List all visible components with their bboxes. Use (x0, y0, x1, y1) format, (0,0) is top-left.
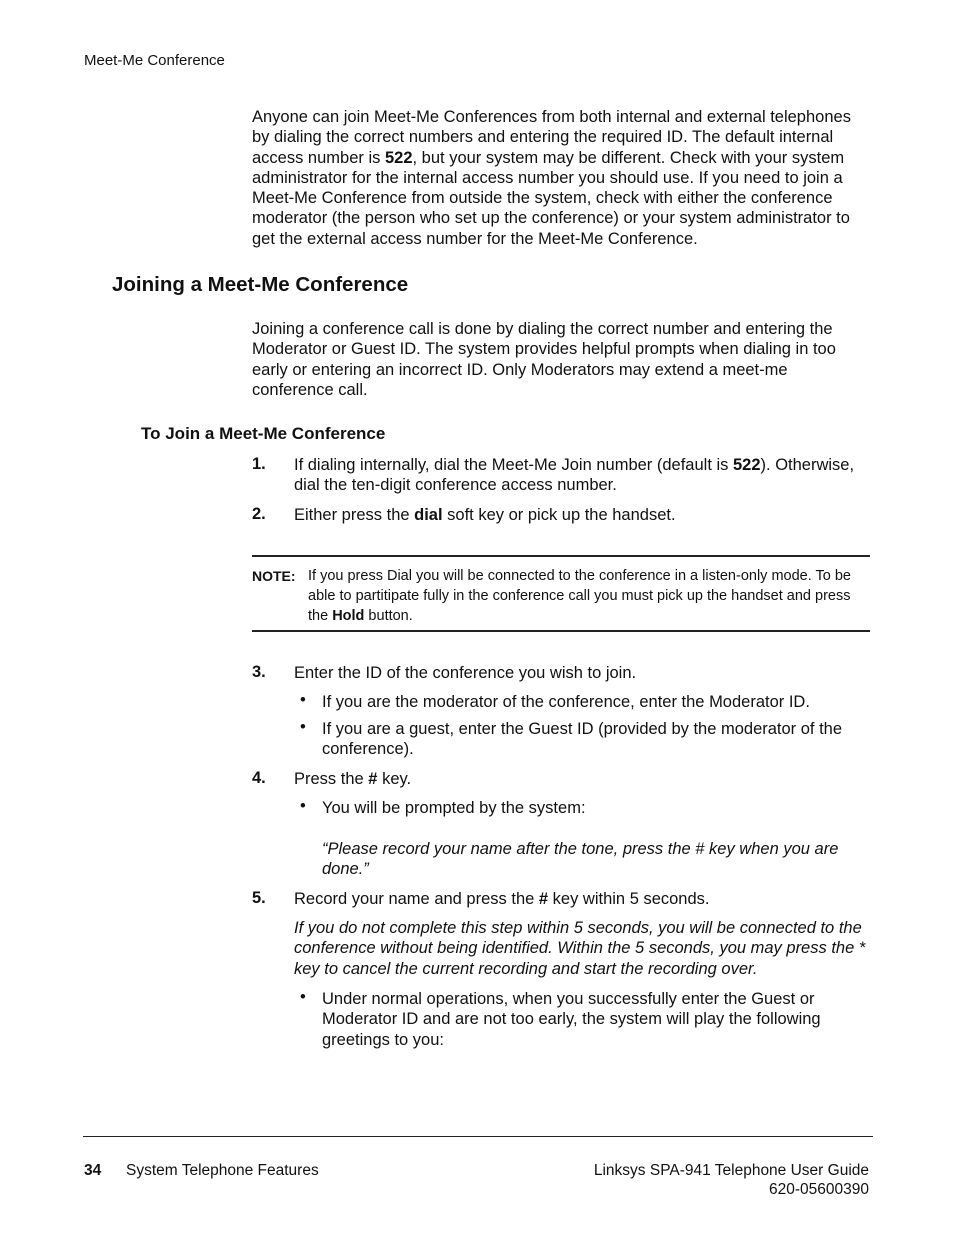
bullet-icon: • (300, 691, 306, 709)
footer-doc-number: 620-05600390 (769, 1181, 869, 1198)
step-text-bold: # (368, 770, 378, 788)
step-number: 1. (252, 455, 266, 473)
intro-text-rest: , but your system may be different. Check with your system administrator for the internal access number you should use. If you need to join a Meet-Me Conference from outside the system, check with either the conference moderator (the person who set up the conference) or your system administrator to get the external access number for the Meet-Me Conference. (252, 148, 850, 248)
step-text: Enter the ID of the conference you wish to join. (294, 664, 637, 682)
access-number: 522 (384, 148, 413, 167)
bullet-text: You will be prompted by the system: (322, 799, 586, 817)
note-label: NOTE: (252, 568, 296, 584)
step-text (294, 455, 874, 496)
system-prompt-quote: “Please record your name after the tone, press the # key when you are done.” (322, 840, 839, 879)
note-text-bold: Hold (332, 608, 365, 624)
intro-text: Anyone can join Meet-Me Conferences from both internal and external telephones by dialing the correct numbers and entering the required ID. The default internal access number is (252, 108, 851, 167)
bullet-text: Under normal operations, when you successfully enter the Guest or Moderator ID and are not too early, the system will play the following greetings to you: (322, 990, 821, 1049)
step-number: 5. (252, 889, 266, 907)
bullet-icon: • (300, 797, 306, 815)
step-text-bold: dial (414, 506, 443, 524)
footer-guide-title: Linksys SPA-941 Telephone User Guide (593, 1162, 869, 1179)
step-text-part: If dialing internally, dial the Meet-Me Join number (default is (294, 456, 733, 474)
step-number: 2. (252, 505, 266, 523)
note-top-rule (252, 555, 870, 557)
bullet-icon: • (300, 718, 306, 736)
step-number: 4. (252, 769, 266, 787)
step-text-part: soft key or pick up the handset. (442, 506, 676, 524)
step-text-part: key within 5 seconds. (548, 890, 710, 908)
intro-paragraph (252, 107, 872, 249)
footer-rule (83, 1136, 873, 1137)
step-text-part: ). Otherwise, dial the ten-digit conference access number. (294, 456, 855, 495)
step-text (294, 769, 874, 789)
section-heading: Joining a Meet-Me Conference (112, 273, 409, 296)
step-text-bold: 522 (733, 456, 761, 474)
note-text-part: If you press Dial you will be connected to the conference in a listen-only mode. To be able to partitipate fully in the conference call you must pick up the handset and press the (308, 568, 851, 624)
page-number: 34 (84, 1162, 102, 1179)
step-text-part: Record your name and press the (294, 890, 539, 908)
step-number: 3. (252, 663, 266, 681)
step-text-part: key. (377, 770, 412, 788)
bullet-text: If you are the moderator of the conference, enter the Moderator ID. (322, 693, 810, 711)
note-text-part: button. (364, 608, 413, 624)
step-text (294, 889, 874, 909)
step-caution: If you do not complete this step within 5 seconds, you will be connected to the conference without being identified. Within the 5 seconds, you may press the * key to cancel the current recording and start the recording over. (294, 919, 866, 978)
step-text-part: Press the (294, 770, 369, 788)
footer-section-title: System Telephone Features (126, 1162, 319, 1179)
step-text-bold: # (538, 890, 549, 908)
bullet-icon: • (300, 988, 306, 1006)
note-bottom-rule (252, 630, 870, 632)
step-text (294, 505, 874, 525)
bullet-text: If you are a guest, enter the Guest ID (provided by the moderator of the conference). (322, 720, 843, 759)
note-text (308, 566, 870, 626)
running-header: Meet-Me Conference (84, 52, 225, 69)
section-paragraph: Joining a conference call is done by dialing the correct number and entering the Moderator or Guest ID. The system provides helpful prompts when dialing in too early or entering an incorrect ID. Only Moderators may extend a meet-me conference call. (252, 320, 836, 399)
procedure-heading: To Join a Meet-Me Conference (141, 424, 386, 443)
step-text-part: Either press the (294, 506, 415, 524)
